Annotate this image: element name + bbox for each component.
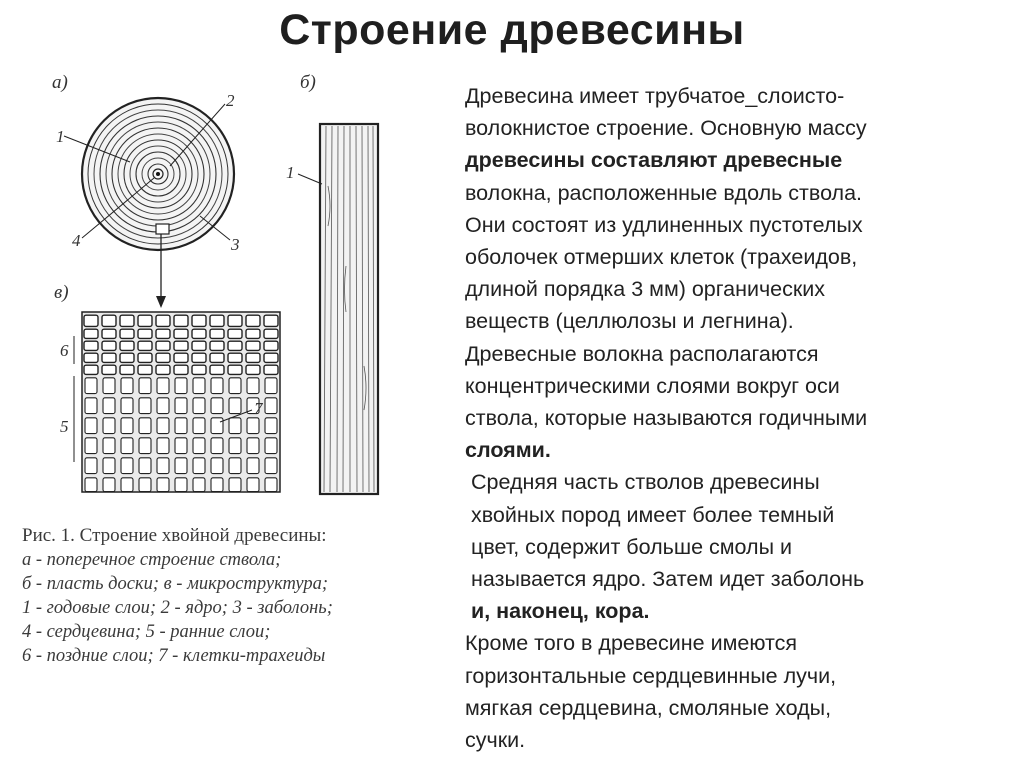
caption-line: б - пласть доски; в - микроструктура; — [22, 574, 329, 594]
text-line: сучки. — [465, 728, 526, 753]
tracheid-cell — [102, 315, 116, 326]
tracheid-cell — [120, 365, 134, 374]
tracheid-cell — [211, 418, 223, 434]
text-line: называется ядро. Затем идет заболонь — [471, 567, 865, 592]
tracheid-cell — [228, 329, 242, 338]
sample-square — [156, 224, 169, 234]
tracheid-cell — [103, 378, 115, 394]
slide-title: Строение древесины — [279, 6, 745, 54]
tracheid-cell — [210, 315, 224, 326]
tracheid-cell — [246, 315, 260, 326]
text-line: волокна, расположенные вдоль ствола. — [465, 180, 863, 205]
tracheid-cell — [84, 341, 98, 350]
tracheid-cell — [211, 438, 223, 454]
tracheid-cell — [229, 438, 241, 454]
tracheid-cell — [103, 478, 115, 492]
text-line: мягкая сердцевина, смоляные ходы, — [465, 695, 832, 720]
tracheid-cell — [210, 353, 224, 362]
paragraph-structure — [465, 80, 1010, 466]
tracheid-cell — [175, 478, 187, 492]
callout-1-right: 1 — [286, 163, 295, 182]
tracheid-cell — [84, 315, 98, 326]
tracheid-cell — [175, 398, 187, 414]
tracheid-cell — [192, 365, 206, 374]
tracheid-cell — [85, 378, 97, 394]
tracheid-cell — [246, 341, 260, 350]
tracheid-cell — [157, 378, 169, 394]
tracheid-cell — [84, 353, 98, 362]
tracheid-cell — [121, 438, 133, 454]
tracheid-cell — [264, 329, 278, 338]
tracheid-cell — [229, 398, 241, 414]
tracheid-cell — [102, 329, 116, 338]
text-line: оболочек отмерших клеток (трахеидов, — [465, 245, 858, 270]
tracheid-cell — [247, 378, 259, 394]
tracheid-cell — [228, 341, 242, 350]
text-line: Древесина имеет трубчатое_слоисто- — [465, 84, 845, 108]
microstructure-grid — [82, 312, 280, 492]
tracheid-cell — [210, 341, 224, 350]
text-line: Они состоят из удлиненных пустотелых — [465, 212, 863, 237]
tracheid-cell — [193, 418, 205, 434]
tracheid-cell — [85, 438, 97, 454]
tracheid-cell — [139, 398, 151, 414]
label-v: в) — [54, 282, 69, 303]
tracheid-cell — [174, 329, 188, 338]
tracheid-cell — [175, 438, 187, 454]
text-line: хвойных пород имеет более темный — [471, 502, 835, 527]
callout-4: 4 — [72, 231, 81, 250]
tracheid-cell — [138, 353, 152, 362]
tracheid-cell — [139, 378, 151, 394]
tracheid-cell — [103, 458, 115, 474]
tracheid-cell — [192, 315, 206, 326]
tracheid-cell — [121, 398, 133, 414]
tracheid-cell — [192, 329, 206, 338]
tracheid-cell — [84, 329, 98, 338]
tracheid-cell — [211, 378, 223, 394]
tracheid-cell — [210, 329, 224, 338]
tracheid-cell — [157, 478, 169, 492]
tracheid-cell — [264, 315, 278, 326]
tracheid-cell — [247, 458, 259, 474]
tracheid-cell — [228, 315, 242, 326]
paragraph-extra — [465, 627, 1010, 756]
tracheid-cell — [85, 418, 97, 434]
tracheid-cell — [120, 329, 134, 338]
text-line: Кроме того в древесине имеются — [465, 631, 797, 656]
tracheid-cell — [157, 438, 169, 454]
text-line: древесины составляют древесные — [465, 148, 843, 173]
text-line: волокнистое строение. Основную массу — [465, 116, 867, 141]
callout-2: 2 — [226, 91, 235, 110]
tracheid-cell — [85, 398, 97, 414]
tracheid-cell — [121, 478, 133, 492]
tracheid-cell — [174, 353, 188, 362]
tracheid-cell — [85, 478, 97, 492]
tracheid-cell — [265, 458, 277, 474]
tracheid-cell — [120, 341, 134, 350]
tracheid-cell — [156, 341, 170, 350]
tracheid-cell — [193, 478, 205, 492]
tracheid-cell — [211, 398, 223, 414]
figure-caption — [22, 524, 442, 668]
paragraph-core — [465, 466, 1010, 627]
tracheid-cell — [138, 315, 152, 326]
tracheid-cell — [157, 398, 169, 414]
tracheid-cell — [121, 378, 133, 394]
tracheid-cell — [175, 458, 187, 474]
tracheid-cell — [174, 315, 188, 326]
caption-line: а - поперечное строение ствола; — [22, 550, 282, 570]
tracheid-cell — [193, 438, 205, 454]
tracheid-cell — [265, 418, 277, 434]
wood-structure-figure — [20, 66, 450, 516]
label-a: а) — [52, 72, 68, 93]
text-line: горизонтальные сердцевинные лучи, — [465, 663, 837, 688]
tracheid-cell — [246, 365, 260, 374]
tracheid-cell — [84, 365, 98, 374]
tracheid-cell — [175, 378, 187, 394]
tracheid-cell — [265, 478, 277, 492]
tracheid-cell — [156, 329, 170, 338]
tracheid-cell — [229, 378, 241, 394]
tracheid-cell — [120, 353, 134, 362]
tracheid-cell — [211, 458, 223, 474]
tracheid-cell — [157, 458, 169, 474]
tracheid-cell — [175, 418, 187, 434]
tracheid-cell — [121, 458, 133, 474]
caption-title: Рис. 1. Строение хвойной древесины: — [22, 525, 327, 546]
tracheid-cell — [174, 341, 188, 350]
caption-line: 1 - годовые слои; 2 - ядро; 3 - заболонь; — [22, 598, 333, 618]
tracheid-cell — [229, 418, 241, 434]
tracheid-cell — [138, 329, 152, 338]
callout-1-left: 1 — [56, 127, 65, 146]
tracheid-cell — [139, 418, 151, 434]
label-b: б) — [300, 72, 316, 93]
caption-line: 6 - поздние слои; 7 - клетки-трахеиды — [22, 646, 326, 666]
tracheid-cell — [139, 478, 151, 492]
tracheid-cell — [193, 398, 205, 414]
tracheid-cell — [138, 365, 152, 374]
tracheid-cell — [229, 478, 241, 492]
tracheid-cell — [103, 438, 115, 454]
tracheid-cell — [121, 418, 133, 434]
tracheid-cell — [102, 341, 116, 350]
text-line: Древесные волокна располагаются — [465, 341, 819, 366]
tracheid-cell — [265, 398, 277, 414]
text-line: цвет, содержит больше смолы и — [471, 534, 793, 559]
callout-7: 7 — [254, 399, 263, 418]
callout-6: 6 — [60, 341, 69, 360]
tracheid-cell — [102, 353, 116, 362]
text-line: длиной порядка 3 мм) органических — [465, 277, 826, 302]
tracheid-cell — [210, 365, 224, 374]
tracheid-cell — [193, 458, 205, 474]
tracheid-cell — [264, 341, 278, 350]
tracheid-cell — [264, 353, 278, 362]
tracheid-cell — [247, 438, 259, 454]
tracheid-cell — [102, 365, 116, 374]
text-line: слоями. — [465, 438, 551, 463]
tracheid-cell — [156, 365, 170, 374]
tracheid-cell — [265, 438, 277, 454]
tracheid-cell — [228, 353, 242, 362]
tracheid-cell — [193, 378, 205, 394]
tracheid-cell — [103, 418, 115, 434]
tracheid-cell — [192, 341, 206, 350]
trunk-cross-section — [82, 98, 234, 250]
tracheid-cell — [103, 398, 115, 414]
tracheid-cell — [139, 458, 151, 474]
tracheid-cell — [174, 365, 188, 374]
tracheid-cell — [246, 329, 260, 338]
figure-drawing — [20, 66, 450, 516]
tracheid-cell — [85, 458, 97, 474]
text-line: веществ (целлюлозы и легнина). — [465, 309, 794, 334]
callout-5: 5 — [60, 417, 69, 436]
tracheid-cell — [156, 315, 170, 326]
text-line: и, наконец, кора. — [471, 599, 650, 624]
callout-3: 3 — [231, 235, 240, 254]
tracheid-cell — [157, 418, 169, 434]
caption-line: 4 - сердцевина; 5 - ранние слои; — [22, 622, 271, 642]
text-line: концентрическими слоями вокруг оси — [465, 373, 840, 398]
tracheid-cell — [247, 418, 259, 434]
tracheid-cell — [138, 341, 152, 350]
tracheid-cell — [264, 365, 278, 374]
tracheid-cell — [247, 478, 259, 492]
tracheid-cell — [246, 353, 260, 362]
tracheid-cell — [156, 353, 170, 362]
body-text — [465, 80, 1010, 756]
tracheid-cell — [139, 438, 151, 454]
text-line: ствола, которые называются годичными — [465, 406, 868, 431]
text-line: Средняя часть стволов древесины — [471, 470, 820, 495]
tracheid-cell — [228, 365, 242, 374]
tracheid-cell — [265, 378, 277, 394]
tracheid-cell — [120, 315, 134, 326]
tracheid-cell — [192, 353, 206, 362]
tracheid-cell — [211, 478, 223, 492]
board-face — [320, 124, 378, 494]
tracheid-cell — [229, 458, 241, 474]
